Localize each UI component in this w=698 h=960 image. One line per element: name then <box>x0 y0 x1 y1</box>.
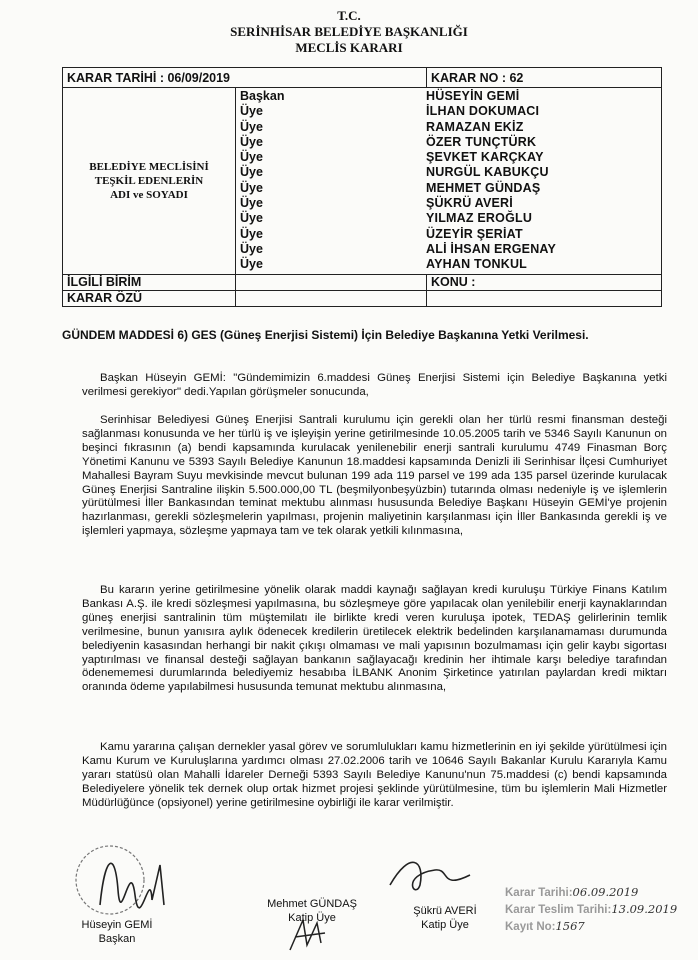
signatory-name: Hüseyin GEMİ <box>81 919 153 931</box>
subject-value <box>427 290 662 306</box>
paragraph-4: Kamu yararına çalışan dernekler yasal görev ve sorumlulukları kamu hizmetlerinin en iyi şekilde yürütülmesi için Kamu Kurum ve Kuruluşlarına yardımcı olması 27.02.2006 tarih ve 10646 Sayılı Bakanlar Kurulu Kararıyla Kamu yararı statüsü olan Mahalli İdareler Derneği 5393 Sayılı Belediye Kanunu'nun 75.maddesi (c) bendi kapsamında Belediyelere yönelik tek dernek olup ortak hizmet projesi şeklinde yürütülmesine, tüm bu işlemlerin Mali Hizmetler Müdürlüğünce (opsiyonel) yerine getirilmesine oybirliği ile karar verilmiştir. <box>82 741 667 809</box>
stamp-delivery-date-label: Karar Teslim Tarihi: <box>505 904 612 916</box>
stamp-record-no-value: 1567 <box>555 919 585 933</box>
related-unit-value <box>236 274 427 290</box>
header-institution: SERİNHİSAR BELEDİYE BAŞKANLIĞI <box>230 24 468 39</box>
decision-table <box>62 67 662 307</box>
signature-president <box>72 918 162 946</box>
signatory-title: Katip Üye <box>288 912 336 924</box>
receipt-stamp <box>505 884 690 935</box>
signatory-title: Katip Üye <box>421 919 469 931</box>
paragraph-3: Bu kararın yerine getirilmesine yönelik olarak maddi kaynağı sağlayan kredi kuruluşu Türkiye Finans Katılım Bankası A.Ş. ile kredi sözleşmesi yapılmasına, bu sözleşmeye göre yapılacak olan yenilebilir enerji kaynaklarından güneş enerjisi santralinin tüm müştemilatı ile birlikte kredi veren kuruluşa ipotek, TEDAŞ gelirlerinin temlik verilmesine, bunun yanısıra aylık ödenecek kredilerin üretilecek elektrik bedelinden karşılanamaması durumunda belediyenin kasasından herhangi bir nakit çıkışı olmaması ve mali yapısının bozulmaması için gelir kaybı sigortası yaptırılması ve finansal desteği sağlayan bankanın sağlayacağı kredinin her ihtimale karşı belediye tarafından ödenememesi durumlarında belediyemiz hesabıba İLBANK Anonim Şirketince yatırılan paylardan kredi miktarı oranında ödeme yapılabilmesi hususunda temunat mektubu alınmasına, <box>82 584 667 694</box>
signature-secretary-2 <box>400 904 490 932</box>
paragraph-2: Serinhisar Belediyesi Güneş Enerjisi Santrali kurulumu için gerekli olan her türlü resmi finansman desteği sağlanması konusunda ve her türlü iş ve işleyişin yerine getirilmesinde 10.05.2005 tarih ve 5346 Sayılı Kanunun on beşinci fıkrasının (a) bendi kapsamında kurulacak yenilenebilir enerji santrali kurulumu 4749 Finasman Borç Yönetimi Kanunu ve 5393 Sayılı Belediye Kanunun 18.maddesi kapsamında Denizli ili Serinhisar İlçesi Cumhuriyet Mahallesi Bayram Suyu mevkisinde mevcut bulunan 199 ada 119 parsel ve 199 ada 135 parsel üzerinde kurulacak Güneş Enerjisi Santraline ilişkin 5.500.000,00 TL (beşmilyonbeşyüzbin) tutarında olması nedeniyle iş ve işlemlerin yürütülmesi İller Bankasından teminat mektubu alınması hususunda Belediye Başkanı Hüseyin GEMİ'ye projenin hazırlanması, gerekli sözleşmelerin yapılması, projenin maliyetinin karşılanması için İller Bankasında gerekli iş ve işlemleri yapmaya, sözleşme yapmaya tam ve tek olarak yetkili kılınmasına, <box>82 414 667 538</box>
signatory-name: Mehmet GÜNDAŞ <box>267 898 357 910</box>
decision-summary-value <box>236 290 427 306</box>
signatory-title: Başkan <box>98 933 136 945</box>
members-label: BELEDİYE MECLİSİNİ TEŞKİL EDENLERİN ADI ve SOYADI <box>63 88 236 275</box>
stamp-decision-date-label: Karar Tarihi: <box>505 887 573 899</box>
decision-summary-label: KARAR ÖZÜ <box>63 290 236 306</box>
related-unit-label: İLGİLİ BİRİM <box>63 274 236 290</box>
sukru-averi-signature <box>380 850 480 900</box>
members-list <box>236 88 662 275</box>
subject-label: KONU : <box>427 274 662 290</box>
signatory-name: Şükrü AVERİ <box>413 905 477 917</box>
decision-date: KARAR TARİHİ : 06/09/2019 <box>63 68 427 88</box>
decision-number: KARAR NO : 62 <box>427 68 662 88</box>
stamp-delivery-date-value: 13.09.2019 <box>611 902 678 916</box>
signature-secretary-1 <box>262 897 362 925</box>
stamp-decision-date-value: 06.09.2019 <box>572 885 639 899</box>
header-doc-type: MECLİS KARARI <box>295 40 403 55</box>
member-roles: Başkan Üye Üye Üye Üye Üye Üye Üye Üye Üye Üye Üye <box>240 89 285 272</box>
paragraph-1: Başkan Hüseyin GEMİ: "Gündemimizin 6.maddesi Güneş Enerjisi Sistemi için Belediye Başkanına yetki verilmesi gerekiyor" dedi.Yapılan görüşmeler sonucunda, <box>82 372 667 398</box>
header-tc: T.C. <box>337 8 361 23</box>
agenda-item-title: GÜNDEM MADDESİ 6) GES (Güneş Enerjisi Sistemi) İçin Belediye Başkanına Yetki Verilmesi. <box>62 328 589 342</box>
stamp-record-no-label: Kayıt No: <box>505 921 556 933</box>
member-names: HÜSEYİN GEMİ İLHAN DOKUMACI RAMAZAN EKİZ ÖZER TUNÇTÜRK ŞEVKET KARÇKAY NURGÜL KABUKÇU MEHMET GÜNDAŞ ŞÜKRÜ AVERİ YILMAZ EROĞLU ÜZEYİR ŞERİAT ALİ İHSAN ERGENAY AYHAN TONKUL <box>426 89 557 272</box>
